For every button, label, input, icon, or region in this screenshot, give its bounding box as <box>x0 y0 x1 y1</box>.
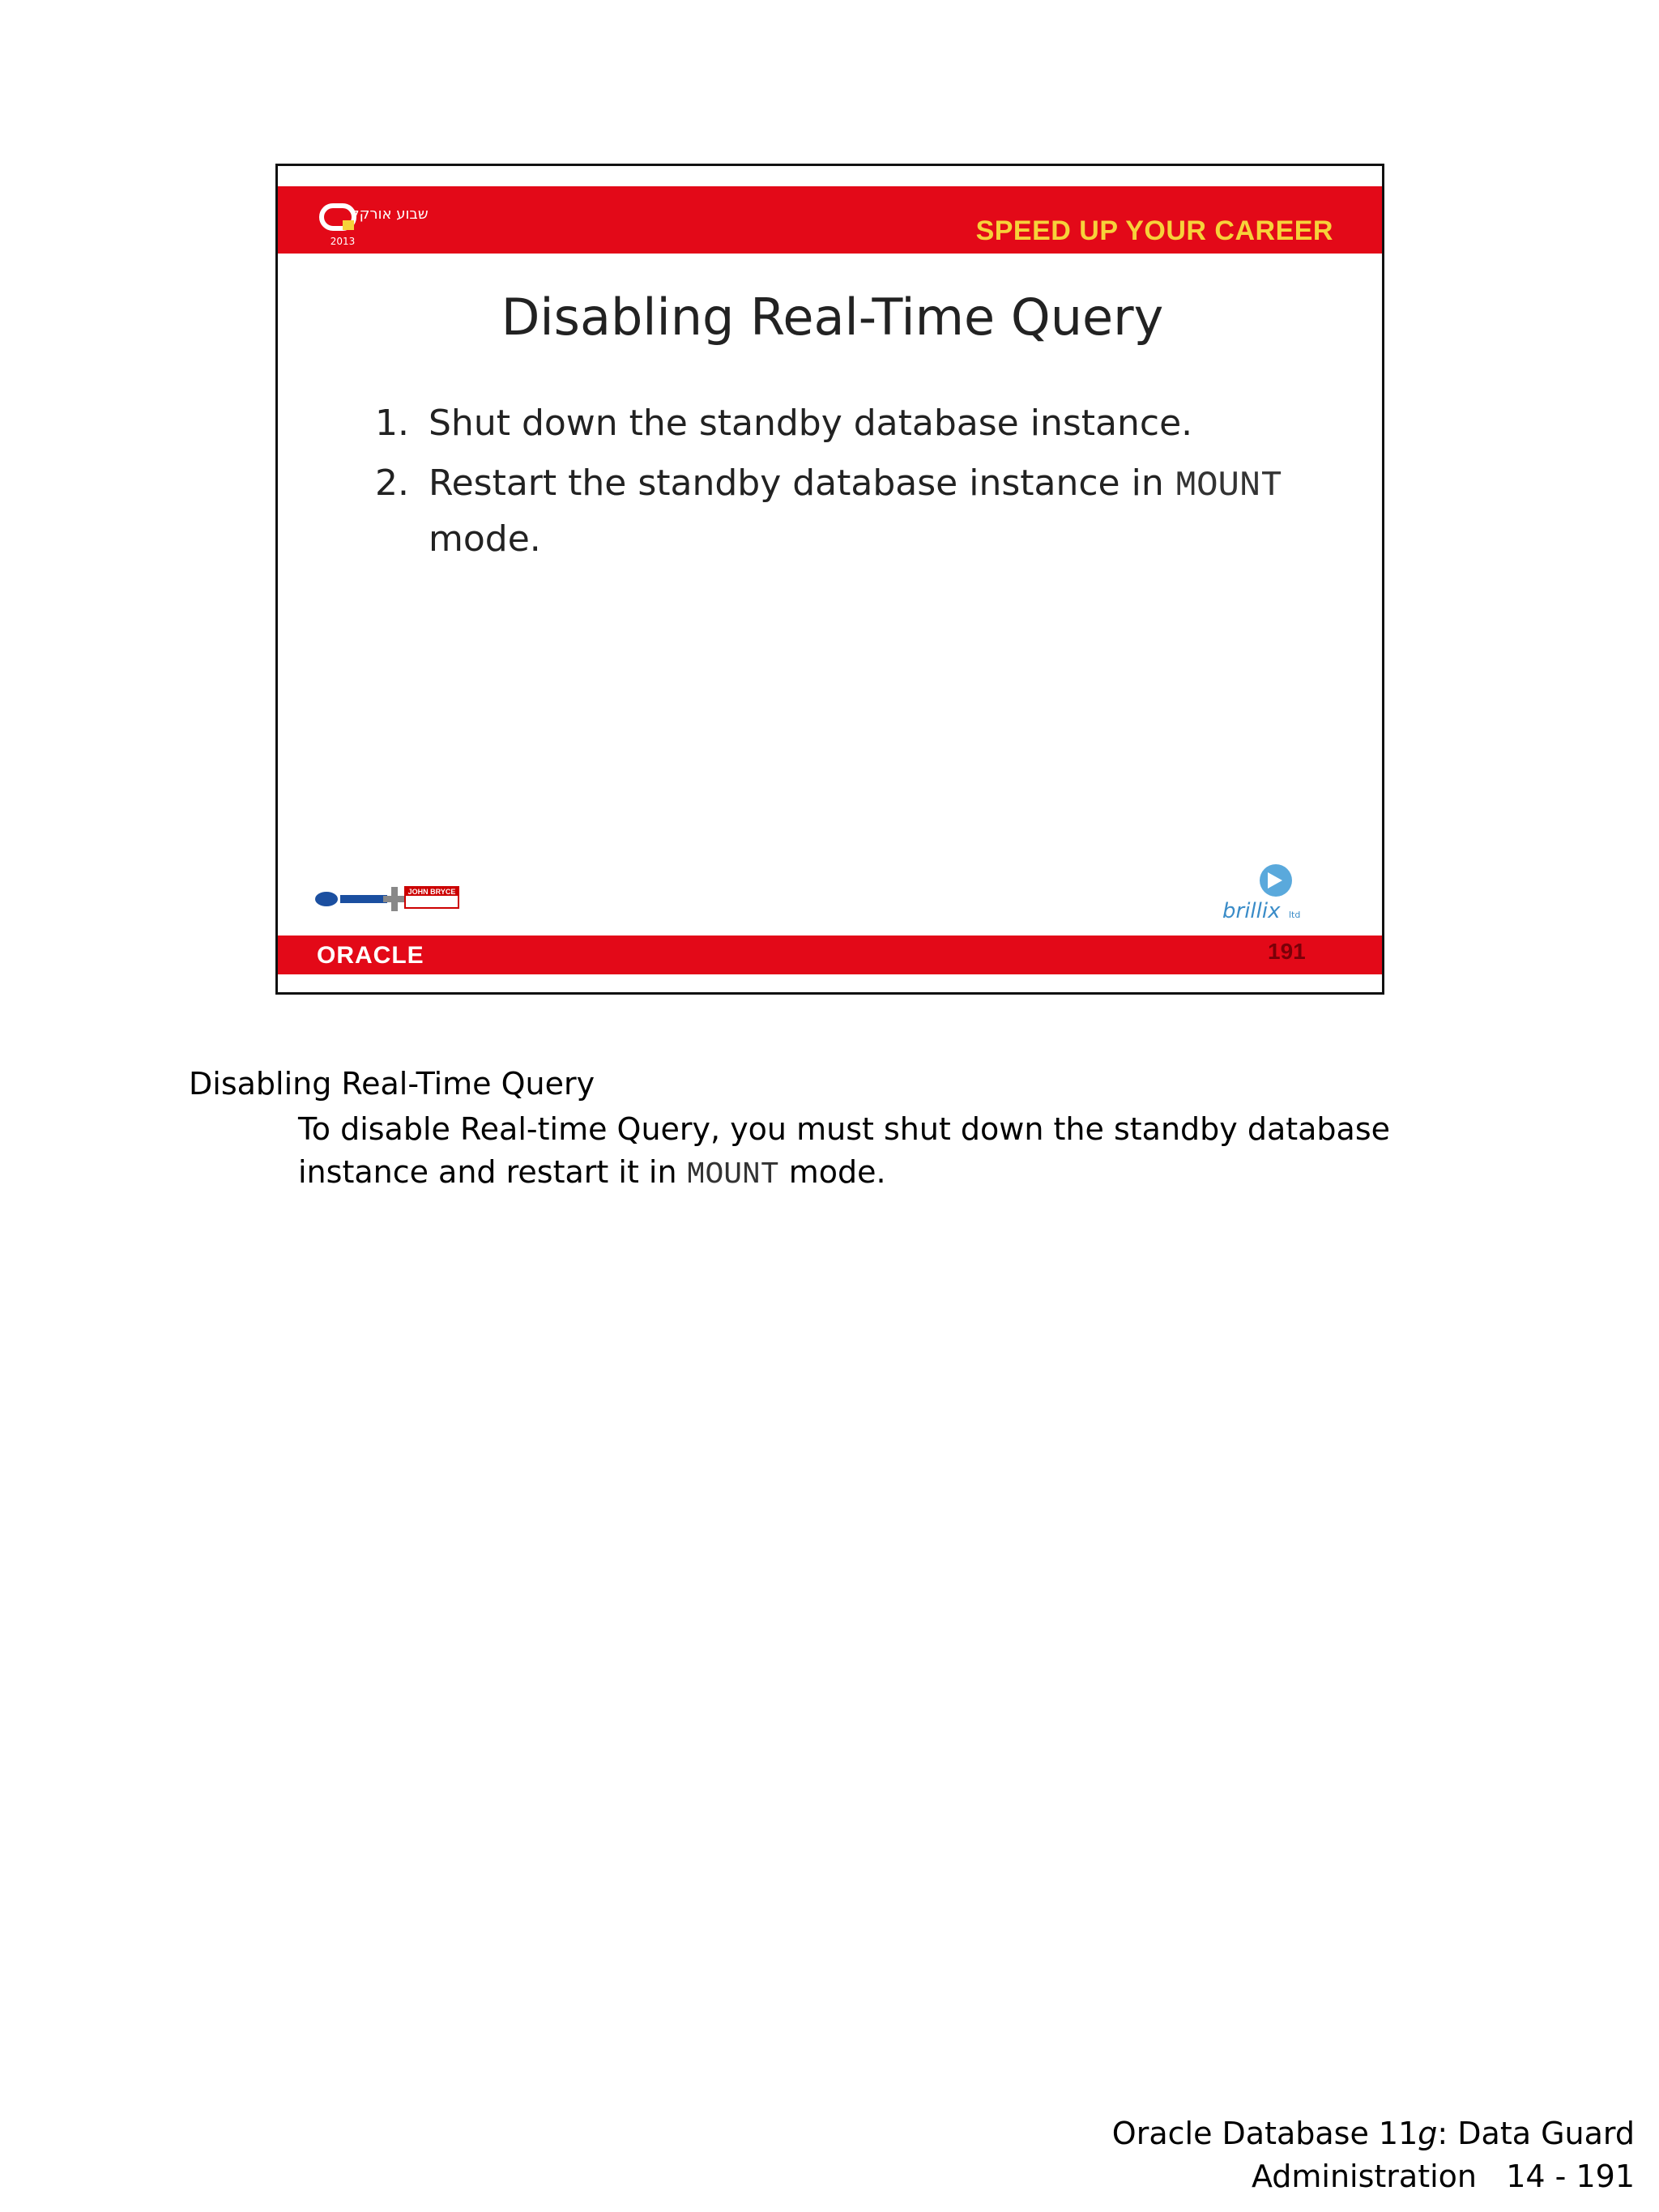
step-number: 2. <box>375 462 409 504</box>
notes-title: Disabling Real-Time Query <box>189 1066 595 1102</box>
slide-frame <box>275 164 1384 995</box>
header-tagline: SPEED UP YOUR CAREER <box>975 215 1333 246</box>
oracle-week-logo <box>318 194 456 251</box>
footer-prefix: Oracle Database 11 <box>1111 2116 1418 2151</box>
footer-line-2: Administration 14 - 191 <box>1251 2159 1635 2194</box>
step-text: Restart the standby database instance in <box>429 462 1175 504</box>
steps-list <box>375 397 1331 573</box>
partner-logo-john-bryce <box>314 879 460 919</box>
footer-suffix: : Data Guard <box>1437 2116 1635 2151</box>
footer-line-1 <box>1112 2112 1635 2155</box>
notes-body <box>298 1108 1416 1196</box>
slide-footer-bar <box>278 936 1382 974</box>
step-code: MOUNT <box>1175 466 1282 506</box>
notes-text-end: mode. <box>778 1154 886 1190</box>
oracle-logo: ORACLE <box>317 942 424 969</box>
slide-page-number: 191 <box>1268 939 1306 964</box>
logo-left-hebrew-top: שבוע אורקל <box>351 206 429 223</box>
partner-left-label: JOHN BRYCE <box>407 888 456 896</box>
slide-header-bar <box>278 186 1382 254</box>
step-text-continued: mode. <box>429 518 541 560</box>
logo-left-year: 2013 <box>330 236 356 247</box>
page-footer <box>1112 2112 1635 2198</box>
step-item <box>375 397 1331 450</box>
step-item <box>375 457 1331 566</box>
brillix-logo <box>1218 863 1307 936</box>
brillix-sub: ltd <box>1289 910 1301 920</box>
slide-title: Disabling Real-Time Query <box>501 288 1164 347</box>
step-number: 1. <box>375 403 409 444</box>
footer-italic: g <box>1418 2116 1438 2151</box>
notes-text: To disable Real-time Query, you must shut down the standby database instance and restart it in <box>298 1111 1391 1190</box>
notes-code: MOUNT <box>686 1157 779 1192</box>
step-text: Shut down the standby database instance. <box>429 403 1193 444</box>
brillix-label: brillix <box>1222 899 1281 923</box>
